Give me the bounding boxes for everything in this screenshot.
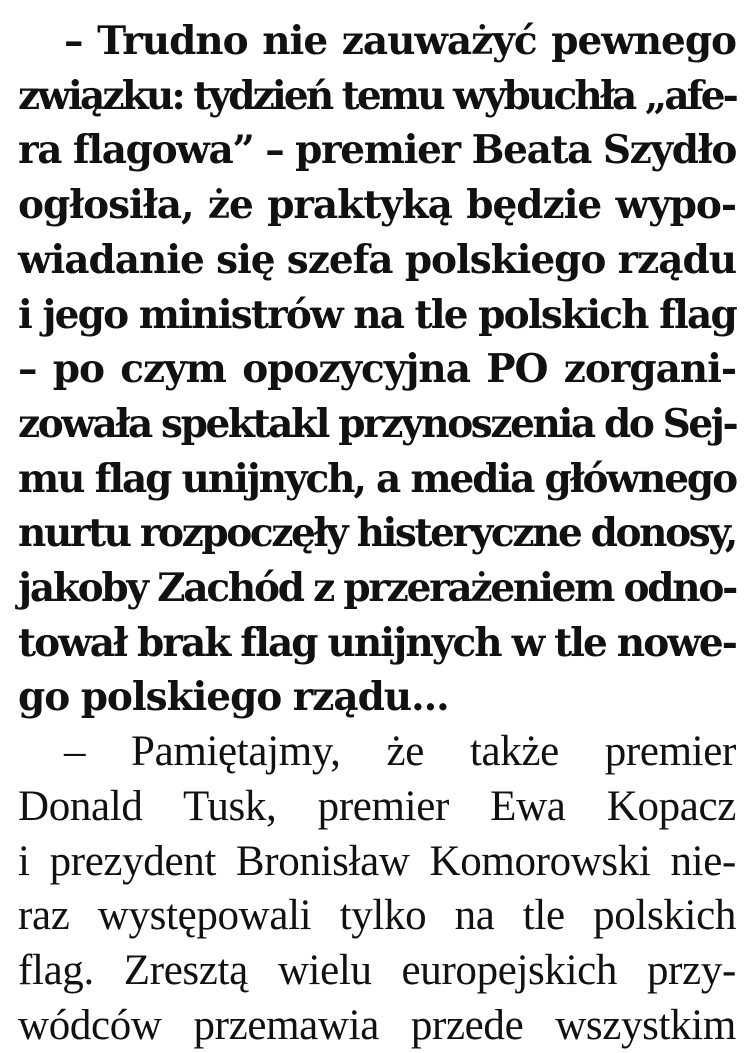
text-line: i jego ministrów na tle polskich flag xyxy=(18,291,736,338)
paragraph-2 xyxy=(18,725,736,1053)
text-line: flag. Zresztą wielu europejskich przy- xyxy=(18,946,736,994)
text-line: go polskiego rządu... xyxy=(18,674,449,721)
text-line: związku: tydzień temu wybuchła „afe- xyxy=(18,72,736,119)
paragraph-1 xyxy=(18,14,736,725)
text-line: nurtu rozpoczęły histeryczne donosy, xyxy=(18,510,736,557)
text-line: wiadanie się szefa polskiego rządu xyxy=(18,236,736,283)
text-line: – po czym opozycyjna PO zorgani- xyxy=(18,346,736,393)
text-line: wódców przemawia przede wszystkim xyxy=(18,1001,736,1049)
article-page xyxy=(18,14,736,1053)
text-line: – Pamiętajmy, że także premier xyxy=(64,728,736,776)
text-line: raz występowali tylko na tle polskich xyxy=(18,892,736,940)
text-line: zowała spektakl przynoszenia do Sej- xyxy=(18,400,737,447)
text-line: i prezydent Bronisław Komorowski nie- xyxy=(18,837,736,885)
text-line: jakoby Zachód z przerażeniem odno- xyxy=(18,565,737,612)
text-line: tował brak flag unijnych w tle nowe- xyxy=(18,619,736,666)
text-line: Donald Tusk, premier Ewa Kopacz xyxy=(18,782,736,830)
text-line: – Trudno nie zauważyć pewnego xyxy=(64,18,736,64)
text-line: mu flag unijnych, a media głównego xyxy=(18,455,736,502)
text-line: ogłosiła, że praktyką będzie wypo- xyxy=(18,182,736,229)
text-line: ra flagowa” – premier Beata Szydło xyxy=(18,127,736,174)
